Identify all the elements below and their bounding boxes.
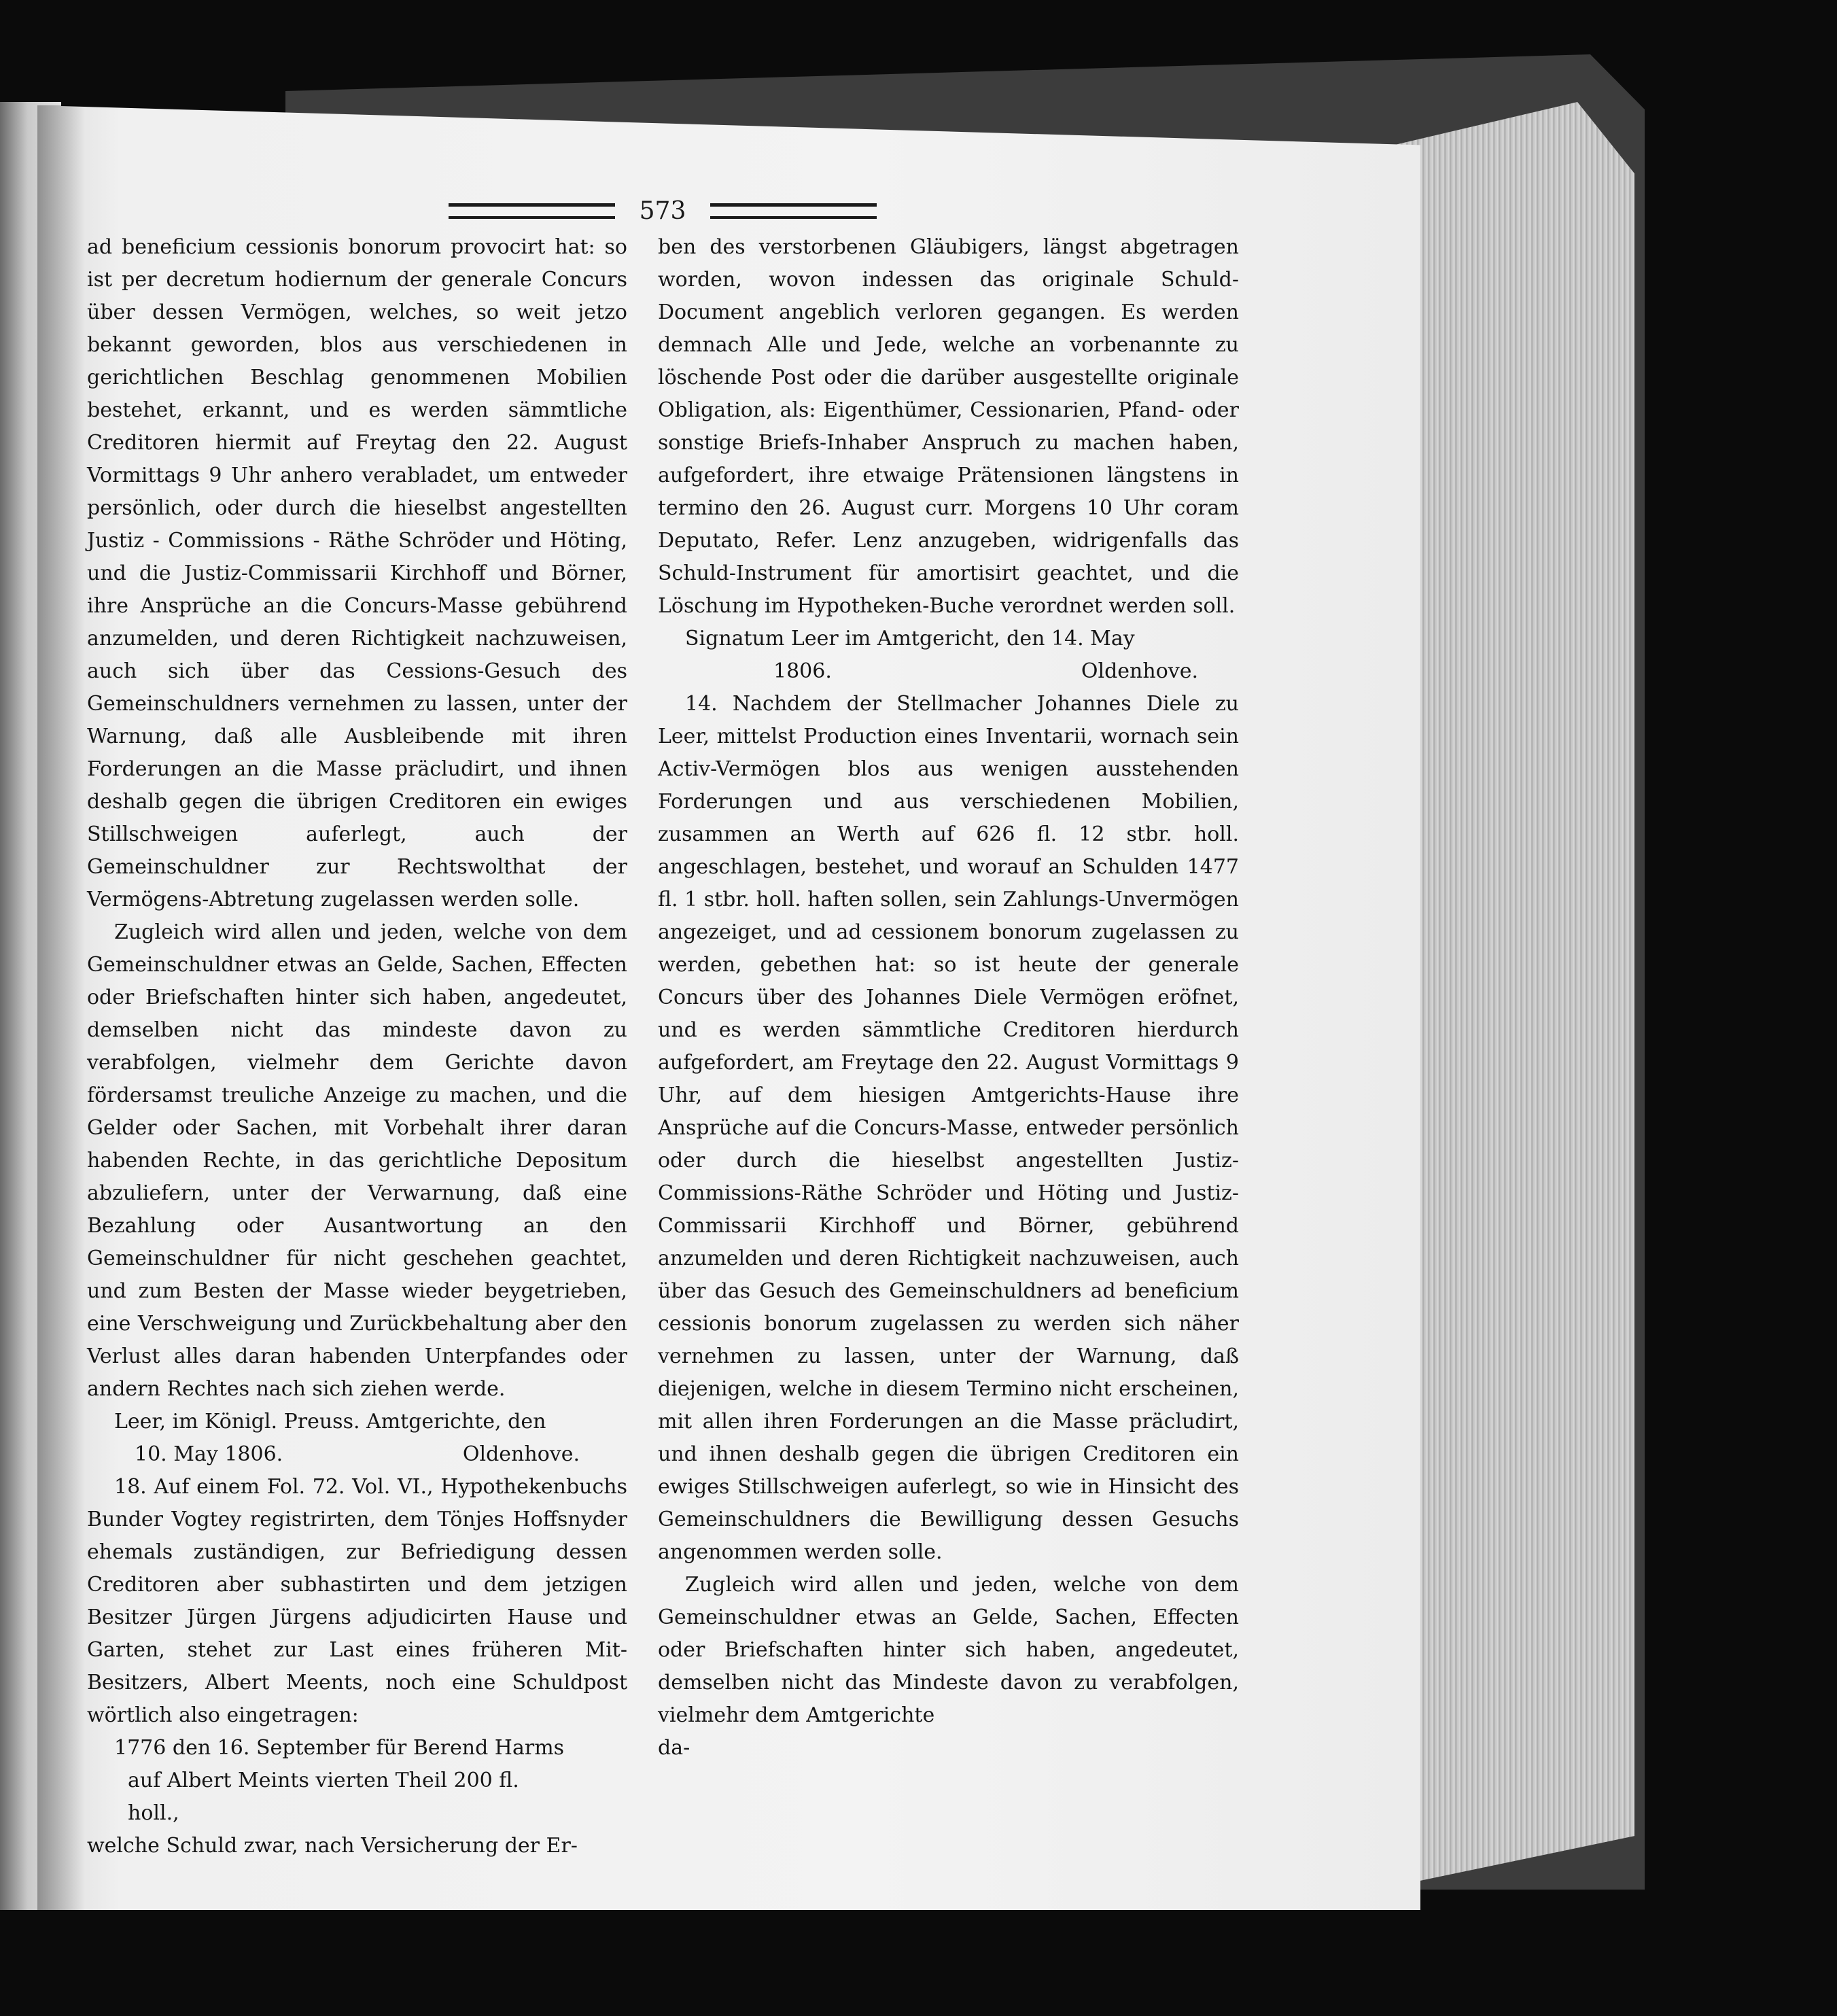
paragraph: 18. Auf einem Fol. 72. Vol. VI., Hypothekenbuchs Bunder Vogtey registrirten, dem Tönjes Hoffsnyder ehemals zuständigen, zur Befriedigung dessen Creditoren aber subhastirten und dem jetzigen Besitzer Jürgen Jürgens adjudicirten Hause und Garten, stehet zur Last eines früheren Mit-Besitzers, Albert Meents, noch eine Schuldpost wörtlich also eingetragen: — [87, 1475, 627, 1727]
paragraph: 14. Nachdem der Stellmacher Johannes Diele zu Leer, mittelst Production eines Inventarii, wornach sein Activ-Vermögen blos aus wenigen ausstehenden Forderungen und aus verschiedenen Mobilien, zusammen an Werth auf 626 fl. 12 stbr. holl. angeschlagen, bestehet, und worauf an Schulden 1477 fl. 1 stbr. holl. haften sollen, sein Zahlungs-Unvermögen angezeiget, und ad cessionem bonorum zugelassen zu werden, gebethen hat: so ist heute der generale Concurs über des Johannes Diele Vermögen eröfnet, und es werden sämmtliche Creditoren hierdurch aufgefordert, am Freytage den 22. August Vormittags 9 Uhr, auf dem hiesigen Amtgerichts-Hause ihre Ansprüche auf die Concurs-Masse, entweder persönlich oder durch die hieselbst angestellten Justiz-Commissions-Räthe Schröder und Höting und Justiz-Commissarii Kirchhoff und Börner, gebührend anzumelden und deren Richtigkeit nachzuweisen, auch über das Gesuch des Gemeinschuldners ad beneficium cessionis bonorum zugelassen zu werden sich näher vernehmen zu lassen, unter der Warnung, daß diejenigen, welche in diesem Termino nicht erscheinen, mit allen ihren Forderungen an die Masse präcludirt, und ihnen deshalb gegen die übrigen Creditoren ein ewiges Stillschweigen auferlegt, so wie in Hinsicht des Gemeinschuldners die Bewilligung dessen Gesuchs angenommen werden solle. — [658, 692, 1239, 1564]
page-number: 573 — [639, 196, 686, 225]
register-entry: holl., — [128, 1801, 179, 1825]
left-column — [87, 231, 627, 1862]
date-line — [658, 655, 1239, 688]
paragraph: welche Schuld zwar, nach Versicherung der Er- — [87, 1834, 578, 1858]
place-line: Leer, im Königl. Preuss. Amtgerichte, den — [114, 1410, 546, 1433]
gutter-shadow — [37, 105, 85, 1910]
header-rule-right — [710, 203, 877, 219]
paragraph: Zugleich wird allen und jeden, welche von dem Gemeinschuldner etwas an Gelde, Sachen, Effecten oder Briefschaften hinter sich haben, angedeutet, demselben nicht das Mindeste davon zu verabfolgen, vielmehr dem Amtgerichte — [658, 1573, 1239, 1727]
date: 10. May 1806. — [135, 1442, 283, 1466]
header-rule-left — [449, 203, 615, 219]
right-column — [658, 231, 1239, 1765]
signer: Oldenhove. — [462, 1442, 580, 1466]
signer: Oldenhove. — [1081, 659, 1198, 683]
catchword: da- — [658, 1736, 690, 1760]
page-header — [449, 190, 877, 231]
register-entry: auf Albert Meints vierten Theil 200 fl. — [128, 1769, 519, 1792]
paragraph: Zugleich wird allen und jeden, welche von dem Gemeinschuldner etwas an Gelde, Sachen, Effecten oder Briefschaften hinter sich haben, angedeutet, demselben nicht das mindeste davon zu verabfolgen, vielmehr dem Gerichte davon fördersamst treuliche Anzeige zu machen, und die Gelder oder Sachen, mit Vorbehalt ihrer daran habenden Rechte, in das gerichtliche Depositum abzuliefern, unter der Verwarnung, daß eine Bezahlung oder Ausantwortung an den Gemeinschuldner für nicht geschehen geachtet, und zum Besten der Masse wieder beygetrieben, eine Verschweigung und Zurückbehaltung aber den Verlust alles daran habenden Unterpfandes oder andern Rechtes nach sich ziehen werde. — [87, 920, 627, 1401]
year: 1806. — [773, 659, 832, 683]
date-line — [87, 1438, 627, 1471]
register-entry: 1776 den 16. September für Berend Harms — [114, 1736, 565, 1760]
paragraph: ad beneficium cessionis bonorum provocirt hat: so ist per decretum hodiernum der generale Concurs über dessen Vermögen, welches, so weit jetzo bekannt geworden, blos aus verschiedenen in gerichtlichen Beschlag genommenen Mobilien bestehet, erkannt, und es werden sämmtliche Creditoren hiermit auf Freytag den 22. August Vormittags 9 Uhr anhero verabladet, um entweder persönlich, oder durch die hieselbst angestellten Justiz - Commissions - Räthe Schröder und Höting, und die Justiz-Commissarii Kirchhoff und Börner, ihre Ansprüche an die Concurs-Masse gebührend anzumelden, und deren Richtigkeit nachzuweisen, auch sich über das Cessions-Gesuch des Gemeinschuldners vernehmen zu lassen, unter der Warnung, daß alle Ausbleibende mit ihren Forderungen an die Masse präcludirt, und ihnen deshalb gegen die übrigen Creditoren ein ewiges Stillschweigen auferlegt, auch der Gemeinschuldner zur Rechtswolthat der Vermögens-Abtretung zugelassen werden solle. — [87, 235, 627, 911]
signature-line: Signatum Leer im Amtgericht, den 14. May — [685, 627, 1135, 650]
paragraph: ben des verstorbenen Gläubigers, längst abgetragen worden, wovon indessen das originale Schuld-Document angeblich verloren gegangen. Es werden demnach Alle und Jede, welche an vorbenannte zu löschende Post oder die darüber ausgestellte originale Obligation, als: Eigenthümer, Cessionarien, Pfand- oder sonstige Briefs-Inhaber Anspruch zu machen haben, aufgefordert, ihre etwaige Prätensionen längstens in termino den 26. August curr. Morgens 10 Uhr coram Deputato, Refer. Lenz anzugeben, widrigenfalls das Schuld-Instrument für amortisirt geachtet, und die Löschung im Hypotheken-Buche verordnet werden soll. — [658, 235, 1239, 618]
